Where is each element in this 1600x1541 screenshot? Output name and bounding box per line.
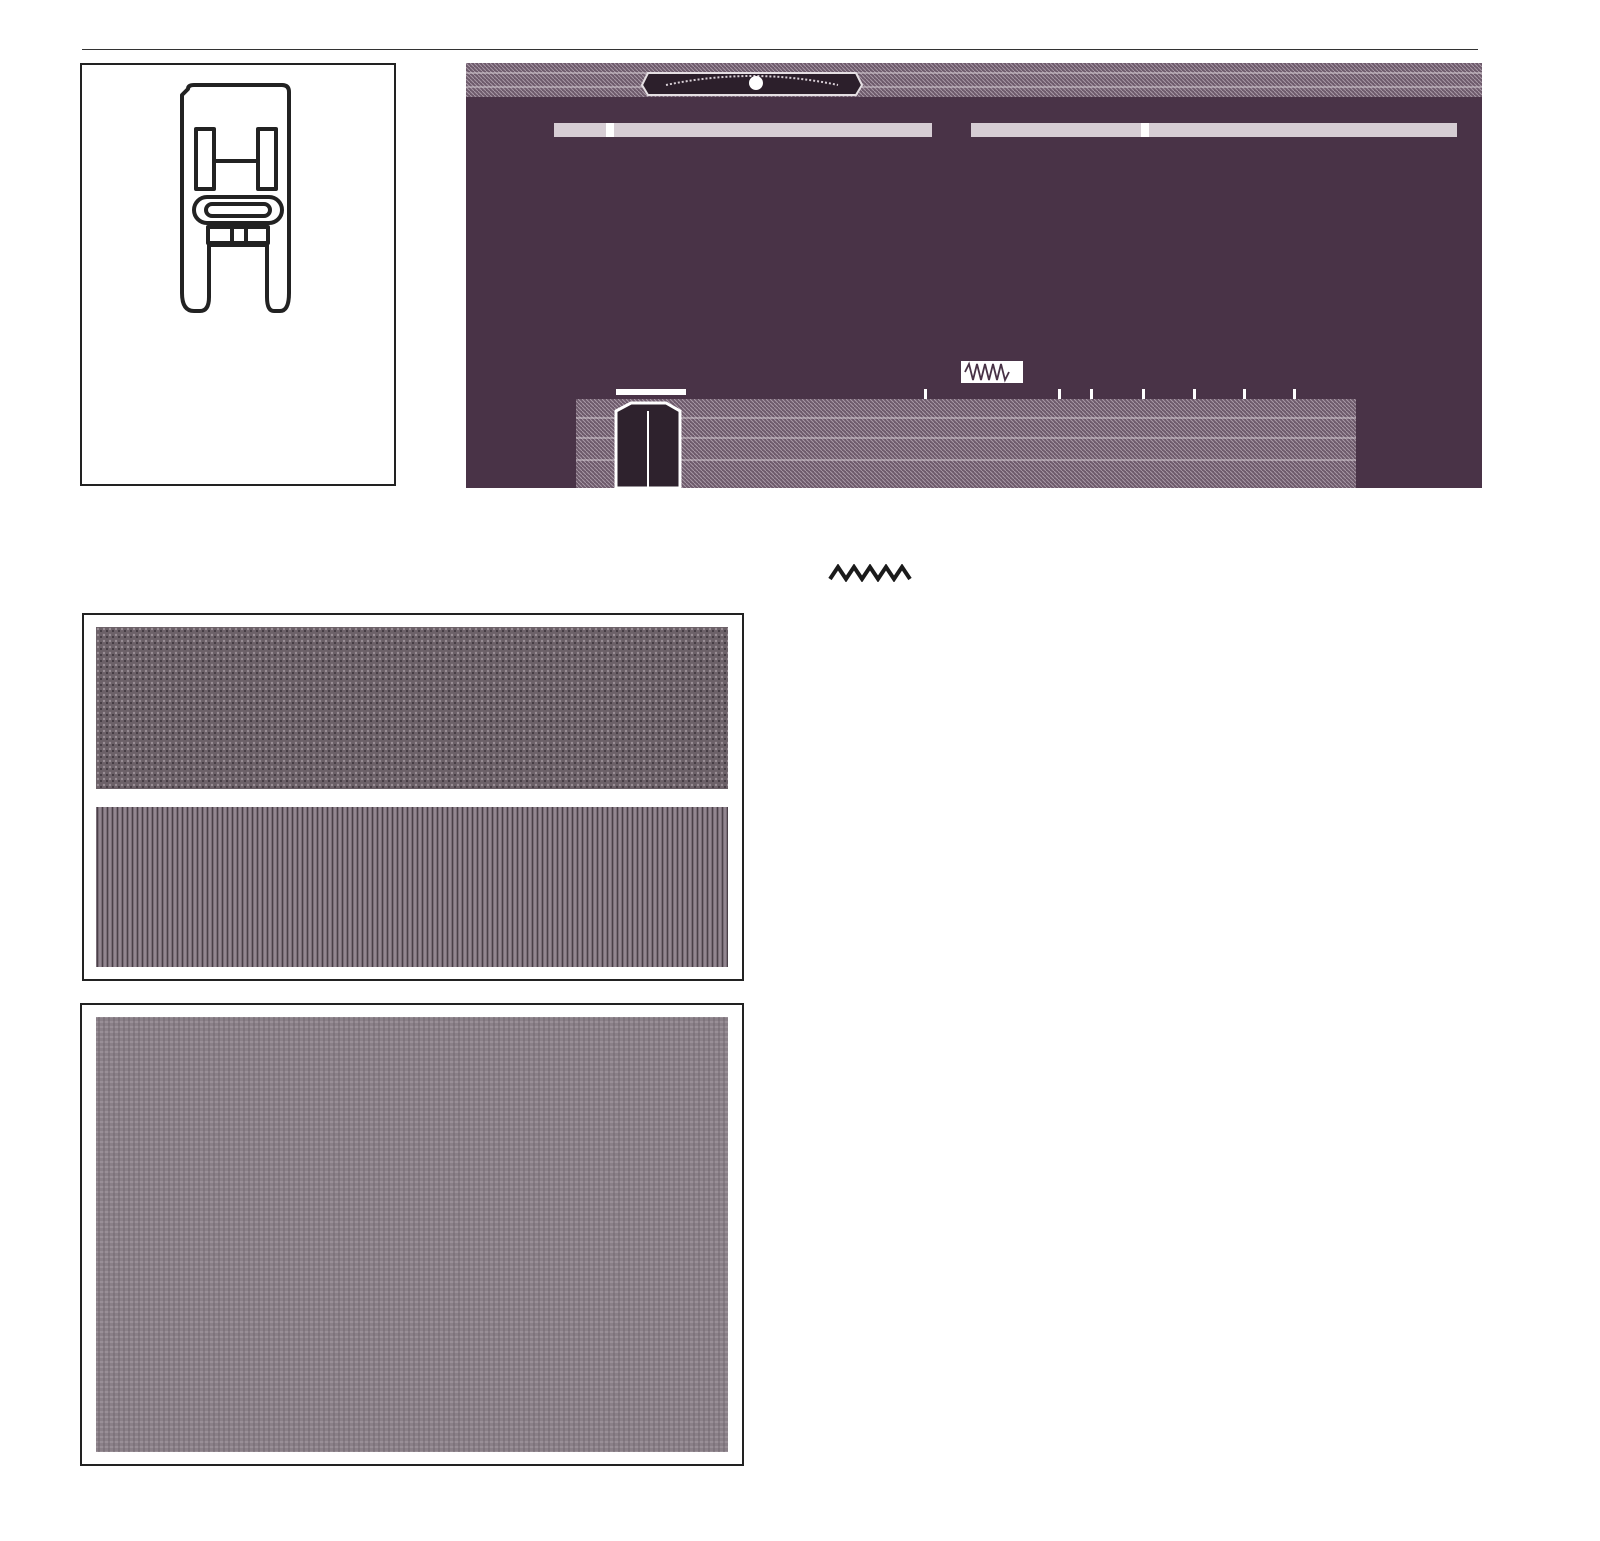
ric-rac-stitch-icon [828, 564, 912, 582]
ricrac-sample-photo [82, 613, 744, 981]
presser-foot-box [80, 63, 396, 486]
stitch-dial-window [642, 73, 862, 95]
width-slider-track [576, 399, 1356, 488]
stitch-selector-panel [466, 63, 1482, 488]
top-band [466, 63, 1482, 97]
indicator-bar-right [971, 123, 1457, 137]
ricrac-paragraph [802, 556, 1482, 588]
width-slider-knob [616, 403, 680, 488]
presser-foot-icon [82, 65, 394, 345]
title-divider [82, 49, 1478, 50]
decorative-stitch-photo [80, 1003, 744, 1466]
